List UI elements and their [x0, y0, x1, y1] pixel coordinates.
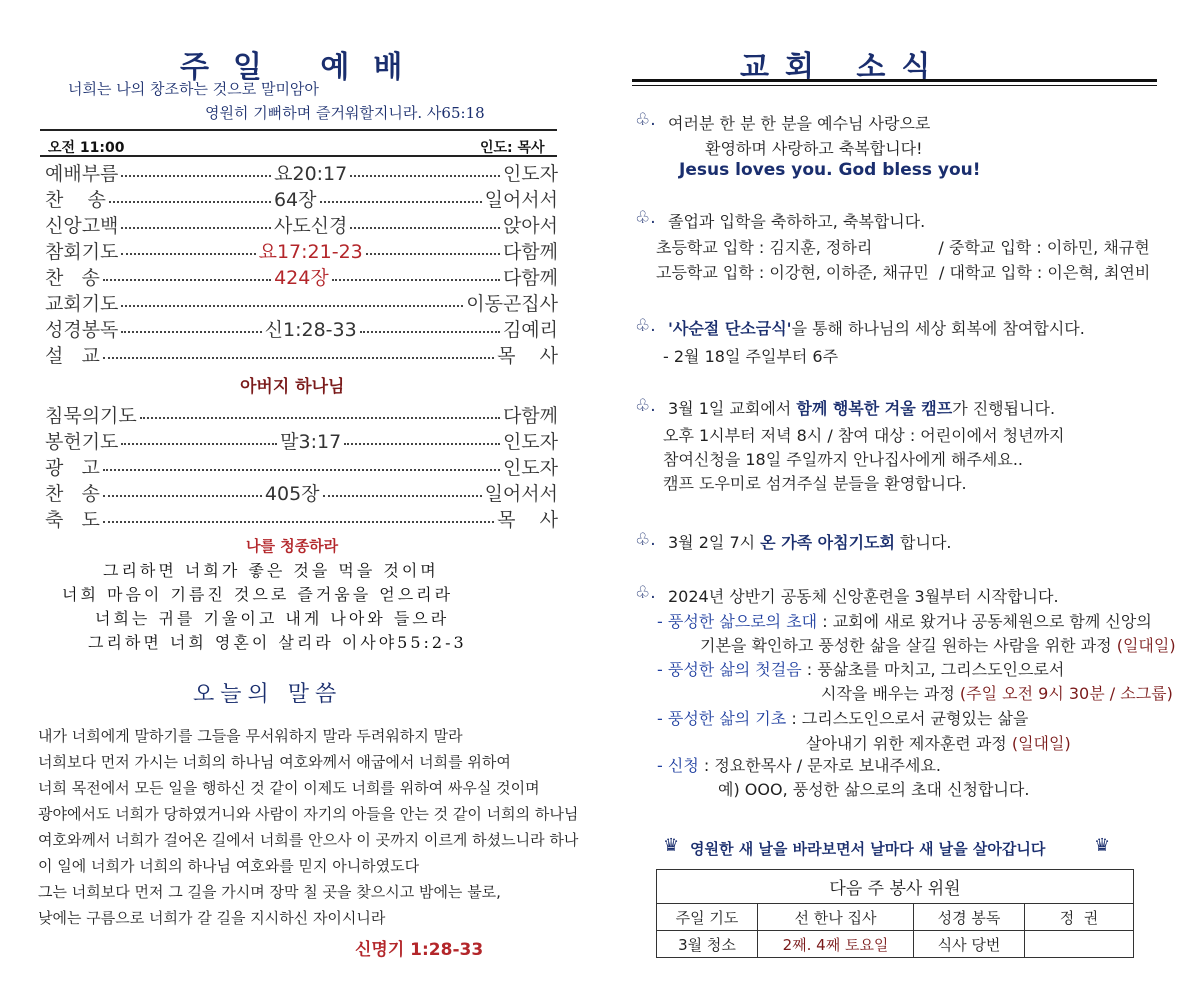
scripture-line: 광야에서도 너희가 당하였거니와 사람이 자기의 아들을 안는 것 같이 너희의 하나님 [38, 805, 579, 823]
dot-leader [103, 469, 500, 471]
news-item4-line1 [668, 396, 1055, 419]
order-row [45, 237, 558, 263]
dot-leader [350, 175, 500, 177]
dot-leader [332, 279, 500, 281]
clover-icon: ♧. [635, 208, 656, 228]
order-row [45, 211, 558, 237]
order-row [45, 159, 558, 185]
news-item5-text: 3월 2일 7시 [668, 533, 761, 552]
dot-leader [366, 253, 500, 255]
dot-leader [121, 175, 271, 177]
training-first-step-line2 [821, 681, 1173, 704]
crown-icon: ♛ [663, 835, 680, 856]
training-invitation [657, 609, 1152, 632]
training-detail: (일대일) [1011, 734, 1071, 753]
news-item1-line1: 여러분 한 분 한 분을 예수님 사랑으로 [668, 114, 931, 133]
dot-leader [121, 253, 255, 255]
todays-word-title: 오늘의 말씀 [193, 682, 343, 707]
order-detail: 말3:17 [280, 430, 342, 453]
training-invitation-line2 [700, 633, 1176, 656]
order-row [45, 289, 558, 315]
order-label: 참회기도 [45, 240, 119, 263]
order-label: 축 도 [45, 508, 100, 531]
dot-leader [323, 495, 482, 497]
church-news-title: 교회 소식 [740, 50, 947, 85]
order-person: 다함께 [502, 266, 559, 289]
order-row [45, 401, 558, 427]
clover-icon: ♧. [635, 396, 656, 416]
clover-icon: ♧. [635, 110, 656, 130]
training-application [657, 753, 941, 776]
dot-leader [121, 227, 271, 229]
scripture-reference: 신명기 1:28-33 [355, 940, 484, 960]
benediction-title: 나를 청종하라 [246, 537, 339, 555]
training-detail: (일대일) [1116, 636, 1176, 655]
order-detail: 64장 [273, 188, 317, 211]
benediction-line: 그리하면 너희가 좋은 것을 먹을 것이며 [103, 561, 439, 580]
order-label: 예배부름 [45, 162, 119, 185]
training-label: - 신청 [657, 756, 699, 775]
dot-leader [103, 279, 271, 281]
order-detail: 424장 [274, 266, 329, 289]
order-row [45, 427, 558, 453]
crown-icon: ♛ [1094, 835, 1111, 856]
dot-leader [121, 305, 463, 307]
order-label: 성경봉독 [45, 318, 119, 341]
service-leader: 인도: 목사 [480, 140, 545, 156]
clover-icon: ♧. [635, 316, 656, 336]
table-cell: 성경 봉독 [914, 904, 1025, 931]
divider [40, 129, 557, 131]
dot-leader [121, 331, 261, 333]
dot-leader [344, 443, 500, 445]
news-item3-line1 [668, 316, 1085, 339]
order-label: 교회기도 [45, 292, 119, 315]
training-text: 살아내기 위한 제자훈련 과정 [806, 734, 1012, 753]
news-item2-line3: 고등학교 입학 : 이강현, 이하준, 채규민 / 대학교 입학 : 이은혁, 최연비 [656, 263, 1151, 282]
dot-leader [103, 357, 494, 359]
training-text: 기본을 확인하고 풍성한 삶을 살길 원하는 사람을 위한 과정 [700, 636, 1117, 655]
morning-prayer-highlight: 온 가족 아침기도회 [760, 533, 895, 552]
scripture-line: 이 일에 너희가 너희의 하나님 여호와를 믿지 아니하였도다 [38, 857, 420, 875]
order-person: 인도자 [502, 162, 558, 185]
table-cell [1025, 931, 1134, 958]
order-row [45, 479, 558, 505]
news-item4-text: 3월 1일 교회에서 [668, 399, 797, 418]
clover-icon: ♧. [635, 530, 656, 550]
clover-icon: ♧. [635, 583, 656, 603]
order-person: 목 사 [497, 344, 558, 367]
dot-leader [320, 201, 482, 203]
order-detail: 405장 [264, 482, 320, 505]
winter-camp-highlight: 함께 행복한 겨울 캠프 [796, 399, 953, 418]
worship-title: 주일 예배 [180, 50, 427, 85]
order-row [45, 185, 558, 211]
order-person: 이동곤집사 [466, 292, 558, 315]
scripture-line: 내가 너희에게 말하기를 그들을 무서워하지 말라 두려워하지 말라 [38, 727, 463, 745]
training-first-step [657, 657, 1064, 680]
dot-leader [140, 417, 500, 419]
divider [632, 79, 1157, 82]
order-label: 침묵의기도 [45, 404, 137, 427]
news-item4-line2: 오후 1시부터 저녁 8시 / 참여 대상 : 어린이에서 청년까지 [663, 426, 1065, 445]
intro-verse-line1: 너희는 나의 창조하는 것으로 말미암아 [68, 80, 319, 98]
table-row [657, 931, 1134, 958]
order-label: 설 교 [45, 344, 100, 367]
lent-fast-highlight: '사순절 단소금식' [668, 319, 792, 338]
order-label: 봉헌기도 [45, 430, 119, 453]
news-item3-text: 을 통해 하나님의 세상 회복에 참여합시다. [791, 319, 1085, 338]
news-item3-line2: - 2월 18일 주일부터 6주 [663, 347, 839, 366]
scripture-line: 여호와께서 너희가 걸어온 길에서 너희를 안으사 이 곳까지 이르게 하셨느니라 하나 [38, 831, 579, 849]
table-cell: 2째. 4째 토요일 [758, 931, 914, 958]
order-label: 신앙고백 [45, 214, 119, 237]
news-item4-line3: 참여신청을 18일 주일까지 안나집사에게 해주세요.. [663, 450, 1023, 469]
order-detail: 요17:21-23 [258, 240, 363, 263]
order-label: 광 고 [45, 456, 100, 479]
benediction-line: 너희 마음이 기름진 것으로 즐거움을 얻으리라 [62, 585, 454, 604]
serving-committee-table [656, 869, 1134, 958]
order-label: 찬 송 [45, 482, 100, 505]
sermon-title: 아버지 하나님 [240, 377, 345, 397]
training-detail: (주일 오전 9시 30분 / 소그룹) [959, 684, 1173, 703]
training-text: : 교회에 새로 왔거나 공동체원으로 함께 신앙의 [817, 612, 1152, 631]
news-item1-line2: 환영하며 사랑하고 축복합니다! [705, 139, 923, 158]
order-label: 찬 송 [45, 266, 100, 289]
scripture-line: 낮에는 구름으로 너희가 갈 길을 지시하신 자이시니라 [38, 909, 386, 927]
order-person: 다함께 [502, 404, 558, 427]
training-foundation [657, 706, 1028, 729]
table-cell: 3월 청소 [657, 931, 758, 958]
table-row [657, 904, 1134, 931]
scripture-line: 너희보다 먼저 가시는 너희의 하나님 여호와께서 애굽에서 너희를 위하여 [38, 753, 511, 771]
order-person: 앉아서 [502, 214, 558, 237]
order-person: 목 사 [497, 508, 558, 531]
news-item6-line1: 2024년 상반기 공동체 신앙훈련을 3월부터 시작합니다. [668, 587, 1059, 606]
news-item1-english: Jesus loves you. God bless you! [679, 160, 981, 180]
news-item4-line4: 캠프 도우미로 섬겨주실 분들을 환영합니다. [663, 474, 967, 493]
training-foundation-line2 [806, 731, 1071, 754]
table-cell: 정 권 [1025, 904, 1134, 931]
news-item5-text: 합니다. [894, 533, 952, 552]
training-application-example: 예) OOO, 풍성한 삶으로의 초대 신청합니다. [718, 780, 1030, 799]
benediction-line: 너희는 귀를 기울이고 내게 나아와 들으라 [95, 609, 450, 628]
table-cell: 식사 당번 [914, 931, 1025, 958]
divider [632, 85, 1157, 86]
order-person: 다함께 [502, 240, 559, 263]
order-label: 찬 송 [45, 188, 106, 211]
order-row [45, 263, 558, 289]
order-detail: 사도신경 [273, 214, 348, 237]
order-row [45, 453, 558, 479]
dot-leader [103, 495, 262, 497]
service-time: 오전 11:00 [48, 140, 125, 156]
order-row [45, 341, 558, 367]
order-person: 인도자 [502, 430, 559, 453]
benediction-line: 그리하면 너희 영혼이 살리라 이사야55:2-3 [88, 633, 467, 652]
order-person: 일어서서 [484, 482, 558, 505]
training-text: : 그리스도인으로서 균형있는 삶을 [786, 709, 1029, 728]
table-cell: 주일 기도 [657, 904, 758, 931]
dot-leader [350, 227, 500, 229]
order-person: 일어서서 [484, 188, 559, 211]
dot-leader [103, 521, 494, 523]
news-item5-line1 [668, 530, 952, 553]
divider [40, 155, 557, 157]
table-cell: 선 한나 집사 [758, 904, 914, 931]
order-row [45, 505, 558, 531]
dot-leader [360, 331, 500, 333]
scripture-line: 그는 너희보다 먼저 그 길을 가시며 장막 칠 곳을 찾으시고 밤에는 불로, [38, 883, 501, 901]
table-caption: 다음 주 봉사 위원 [657, 870, 1134, 904]
order-detail: 신1:28-33 [264, 318, 357, 341]
dot-leader [121, 443, 277, 445]
training-label: - 풍성한 삶의 첫걸음 [657, 660, 802, 679]
news-item2-line1: 졸업과 입학을 축하하고, 축복합니다. [668, 212, 926, 231]
training-label: - 풍성한 삶의 기초 [657, 709, 787, 728]
news-item2-line2: 초등학교 입학 : 김지훈, 정하리 / 중학교 입학 : 이하민, 채규현 [656, 238, 1150, 257]
scripture-line: 너희 목전에서 모든 일을 행하신 것 같이 이제도 너희를 위하여 싸우실 것이며 [38, 779, 540, 797]
training-text: : 풍삶초를 마치고, 그리스도인으로서 [801, 660, 1065, 679]
order-person: 김예리 [502, 318, 559, 341]
order-row [45, 315, 558, 341]
training-label: - 풍성한 삶으로의 초대 [657, 612, 818, 631]
intro-verse-line2: 영원히 기뻐하며 즐거워할지니라. 사65:18 [205, 104, 485, 122]
training-text: 시작을 배우는 과정 [821, 684, 960, 703]
dot-leader [109, 201, 271, 203]
order-person: 인도자 [502, 456, 558, 479]
order-detail: 요20:17 [274, 162, 348, 185]
training-text: : 정요한목사 / 문자로 보내주세요. [698, 756, 942, 775]
motto: 영원한 새 날을 바라보면서 날마다 새 날을 살아갑니다 [690, 840, 1046, 858]
news-item4-text: 가 진행됩니다. [952, 399, 1056, 418]
